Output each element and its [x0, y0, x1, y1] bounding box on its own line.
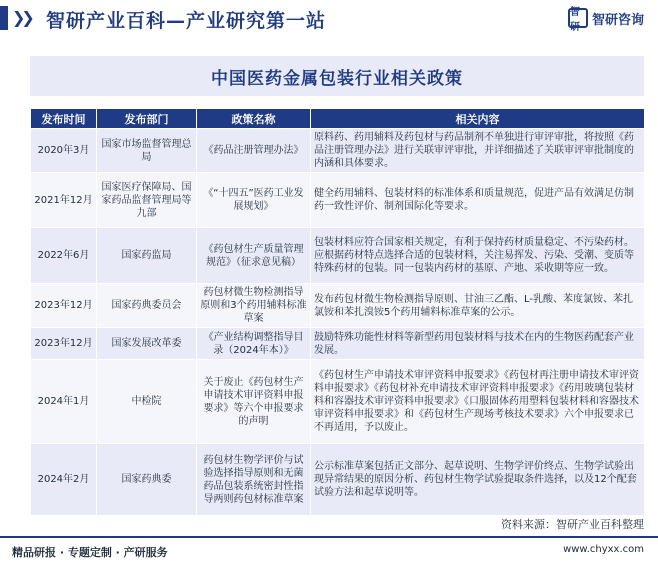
col-header-content: 相关内容	[311, 109, 645, 129]
brand-logo-icon: 智研	[568, 8, 588, 28]
footer-url-link[interactable]: www.chyxx.com	[563, 544, 644, 555]
cell-content: 包装材料应符合国家相关规定，有利于保持药材质量稳定、不污染药材。应根据药材特点选择合适的包装材料，关注易挥发、污染、受潮、变质等特殊药材的包装。同一包装内药材的基原、产地、采收期等应一致。	[311, 228, 645, 284]
table-row	[31, 228, 645, 284]
cell-policy: 《药品注册管理办法》	[197, 129, 311, 173]
table-row	[31, 129, 645, 173]
cell-department: 国家药监局	[97, 228, 197, 284]
chevron-right-icon: ❯❯	[12, 8, 31, 27]
cell-department: 国家医疗保障局、国家药品监督管理局等九部	[97, 173, 197, 228]
page-footer	[0, 536, 658, 564]
cell-date: 2022年6月	[31, 228, 97, 284]
table-header-row	[31, 109, 645, 129]
table-row	[31, 444, 645, 516]
cell-date: 2024年1月	[31, 360, 97, 444]
cell-policy: 《药包材生产质量管理规范》（征求意见稿）	[197, 228, 311, 284]
cell-department: 国家发展改革委	[97, 328, 197, 360]
cell-content: 原料药、药用辅料及药包材与药品制剂不单独进行审评审批，将按照《药品注册管理办法》进行关联审评审批，并详细描述了关联审评审批制度的内涵和具体要求。	[311, 129, 645, 173]
col-header-department: 发布部门	[97, 109, 197, 129]
table-row	[31, 173, 645, 228]
col-header-policy: 政策名称	[197, 109, 311, 129]
brand-name: 智研咨询	[591, 12, 644, 28]
cell-date: 2023年12月	[31, 328, 97, 360]
page-header	[0, 0, 658, 40]
cell-content: 公示标准草案包括正文部分、起草说明、生物学评价终点、生物学试验出现异常结果的原因分析、药包材生物学试验提取条件选择，以及12个配套试验方法和起草说明等。	[311, 444, 645, 516]
cell-policy: 《产业结构调整指导目录（2024年本）》	[197, 328, 311, 360]
cell-content: 发布药包材微生物检测指导原则、甘油三乙酯、L-乳酸、苯度氯铵、苯扎氯铵和苯扎溴铵5个药用辅料标准草案的公示。	[311, 284, 645, 328]
cell-policy: 药包材微生物检测指导原则和3个药用辅料标准草案	[197, 284, 311, 328]
source-note: 资料来源：智研产业百科整理	[501, 518, 644, 531]
cell-policy: 《“十四五”医药工业发展规划》	[197, 173, 311, 228]
table-row	[31, 360, 645, 444]
table-row	[31, 284, 645, 328]
cell-content: 《药包材生产申请技术审评资料申报要求》《药包材再注册申请技术审评资料申报要求》《药包材补充申请技术审评资料申报要求》《药用玻璃包装材料和容器技术审评资料申报要求》《口服固体药用塑料包装材料和容器技术审评资料申报要求》和《药包材生产现场考核技术要求》六个申报要求已不再适用，予以废止。	[311, 360, 645, 444]
cell-department: 中检院	[97, 360, 197, 444]
cell-department: 国家药典委	[97, 444, 197, 516]
cell-date: 2020年3月	[31, 129, 97, 173]
report-title-box	[30, 56, 644, 96]
header-accent-bar	[0, 6, 8, 30]
cell-date: 2023年12月	[31, 284, 97, 328]
cell-date: 2021年12月	[31, 173, 97, 228]
brand[interactable]	[568, 7, 644, 33]
report-title: 中国医药金属包装行业相关政策	[211, 68, 463, 89]
cell-policy: 关于废止《药包材生产申请技术审评资料申报要求》等六个申报要求的声明	[197, 360, 311, 444]
table-row	[31, 328, 645, 360]
footer-tagline: 精品研报 · 专题定制 · 产研服务	[12, 546, 168, 559]
col-header-date: 发布时间	[31, 109, 97, 129]
site-title: 智研产业百科—产业研究第一站	[46, 10, 327, 32]
cell-policy: 药包材生物学评价与试验选择指导原则和无菌药品包装系统密封性指导两则药包材标准草案	[197, 444, 311, 516]
cell-content: 健全药用辅料、包装材料的标准体系和质量规范，促进产品有效满足仿制药一致性评价、制剂国际化等要求。	[311, 173, 645, 228]
cell-department: 国家市场监督管理总局	[97, 129, 197, 173]
policy-table	[30, 108, 645, 516]
cell-date: 2024年2月	[31, 444, 97, 516]
cell-department: 国家药典委员会	[97, 284, 197, 328]
cell-content: 鼓励特殊功能性材料等新型药用包装材料与技术在内的生物医药配套产业发展。	[311, 328, 645, 360]
